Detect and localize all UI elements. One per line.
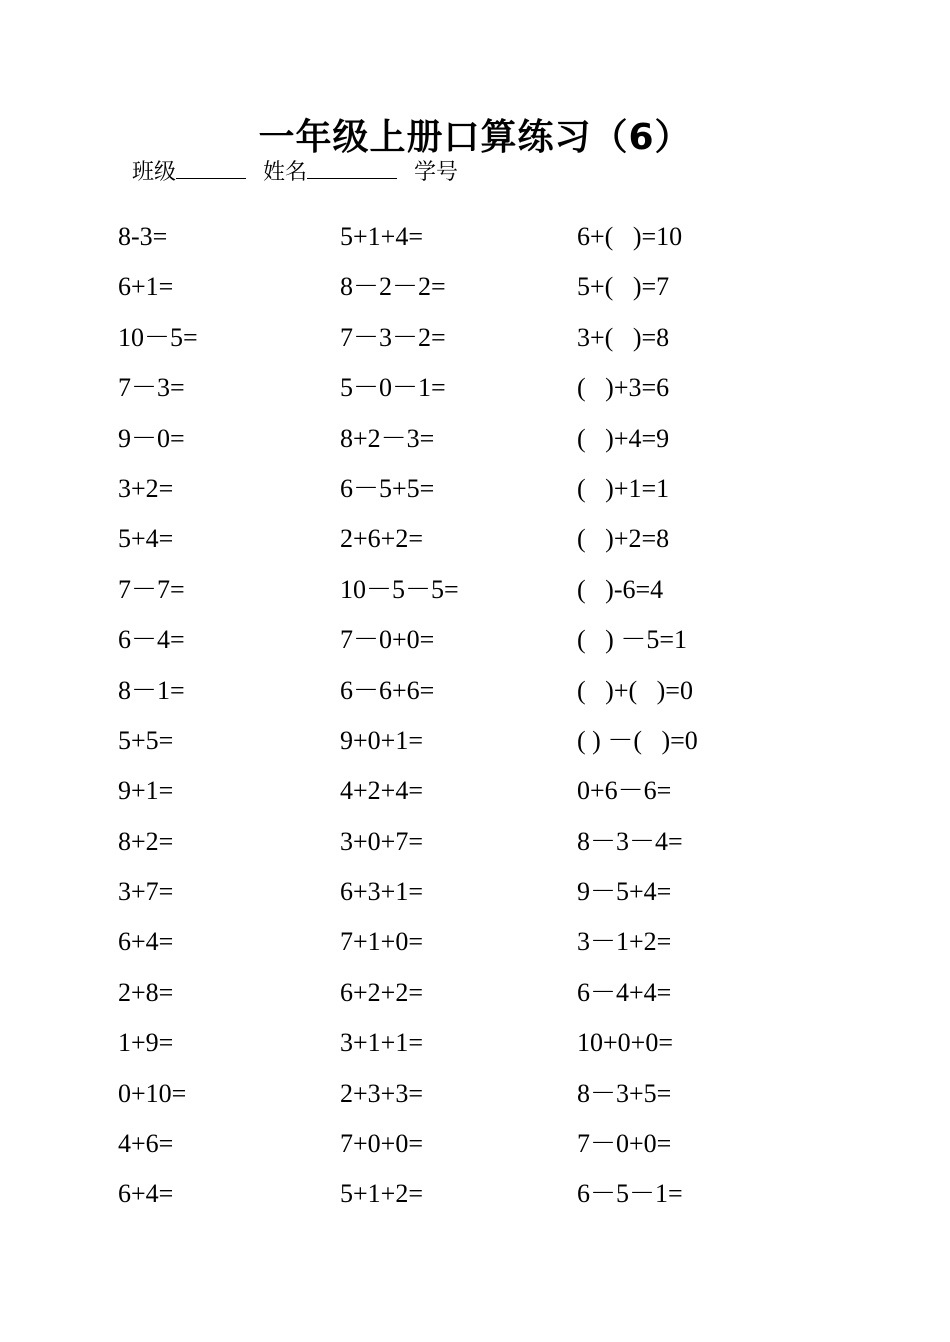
math-problem: 5－0－1= xyxy=(340,373,446,403)
math-problem: ( )+( )=0 xyxy=(577,675,693,705)
math-problem: 6－5－1= xyxy=(577,1179,683,1209)
math-problem: 6+1= xyxy=(118,272,174,302)
math-problem: 2+8= xyxy=(118,977,174,1007)
math-problem: 6+4= xyxy=(118,1179,174,1209)
math-problem: 5+( )=7 xyxy=(577,272,670,302)
class-blank[interactable] xyxy=(176,154,246,179)
math-problem: 2+3+3= xyxy=(340,1078,423,1108)
math-problem: 10－5－5= xyxy=(340,574,459,604)
math-problem: 7－3= xyxy=(118,373,185,403)
math-problem: ( )+2=8 xyxy=(577,524,670,554)
math-problem: 7－3－2= xyxy=(340,322,446,352)
math-problem: 4+2+4= xyxy=(340,776,423,806)
math-problem: 7－0+0= xyxy=(340,625,435,655)
math-problem: 7－0+0= xyxy=(577,1129,672,1159)
student-info-line xyxy=(132,154,468,189)
math-problem: 3+1+1= xyxy=(340,1028,423,1058)
math-problem: 5+1+2= xyxy=(340,1179,423,1209)
student-id-label: 学号 xyxy=(414,160,459,185)
math-problem: 3+0+7= xyxy=(340,826,423,856)
math-problem: 6－4= xyxy=(118,625,185,655)
math-problem: 4+6= xyxy=(118,1129,174,1159)
math-problem: 5+4= xyxy=(118,524,174,554)
math-problem: 7－7= xyxy=(118,574,185,604)
math-problem: 6－4+4= xyxy=(577,977,672,1007)
math-problem: 8-3= xyxy=(118,222,168,251)
math-problem: 10－5= xyxy=(118,322,198,352)
math-problem: 6+4= xyxy=(118,927,174,957)
math-problem: 5+5= xyxy=(118,725,174,755)
math-problem: 8+2= xyxy=(118,826,174,856)
math-problem: 8－3－4= xyxy=(577,826,683,856)
math-problem: 8－3+5= xyxy=(577,1078,672,1108)
math-problem: 6+3+1= xyxy=(340,877,423,907)
math-problem: 10+0+0= xyxy=(577,1028,673,1058)
math-problem: 3+7= xyxy=(118,877,174,907)
math-problem: 7+1+0= xyxy=(340,927,423,957)
name-label: 姓名 xyxy=(263,160,308,185)
page-title: 一年级上册口算练习（6） xyxy=(258,117,692,158)
student-id-field xyxy=(414,157,458,189)
problem-column-1 xyxy=(118,218,198,1226)
math-problem: 3+( )=8 xyxy=(577,322,670,352)
class-field xyxy=(132,154,246,189)
math-problem: ( )+3=6 xyxy=(577,373,670,403)
name-blank[interactable] xyxy=(307,154,397,179)
math-problem: 0+10= xyxy=(118,1078,187,1108)
math-problem: 7+0+0= xyxy=(340,1129,423,1159)
problem-column-3 xyxy=(577,218,698,1226)
math-problem: 9－5+4= xyxy=(577,877,672,907)
math-problem: 6－6+6= xyxy=(340,675,435,705)
math-problem: 2+6+2= xyxy=(340,524,423,554)
name-field xyxy=(263,154,397,189)
problem-column-2 xyxy=(340,218,459,1226)
math-problem: ( )+4=9 xyxy=(577,423,670,453)
math-problem: 8+2－3= xyxy=(340,423,435,453)
math-problem: 5+1+4= xyxy=(340,222,423,251)
math-problem: 1+9= xyxy=(118,1028,174,1058)
math-problem: 6+( )=10 xyxy=(577,222,683,251)
math-problem: 6+2+2= xyxy=(340,977,423,1007)
math-problem: 9+1= xyxy=(118,776,174,806)
math-problem: 9－0= xyxy=(118,423,185,453)
math-problem: 0+6－6= xyxy=(577,776,672,806)
math-problem: 3－1+2= xyxy=(577,927,672,957)
math-problem: 3+2= xyxy=(118,473,174,503)
math-problem: 6－5+5= xyxy=(340,473,435,503)
math-problem: 8－1= xyxy=(118,675,185,705)
math-problem: ( )-6=4 xyxy=(577,574,664,604)
class-label: 班级 xyxy=(132,160,177,185)
math-problem: ( )+1=1 xyxy=(577,473,670,503)
math-problem: ( ) －5=1 xyxy=(577,625,687,655)
math-problem: 9+0+1= xyxy=(340,725,423,755)
math-problem: ( ) －( )=0 xyxy=(577,725,698,755)
math-problem: 8－2－2= xyxy=(340,272,446,302)
